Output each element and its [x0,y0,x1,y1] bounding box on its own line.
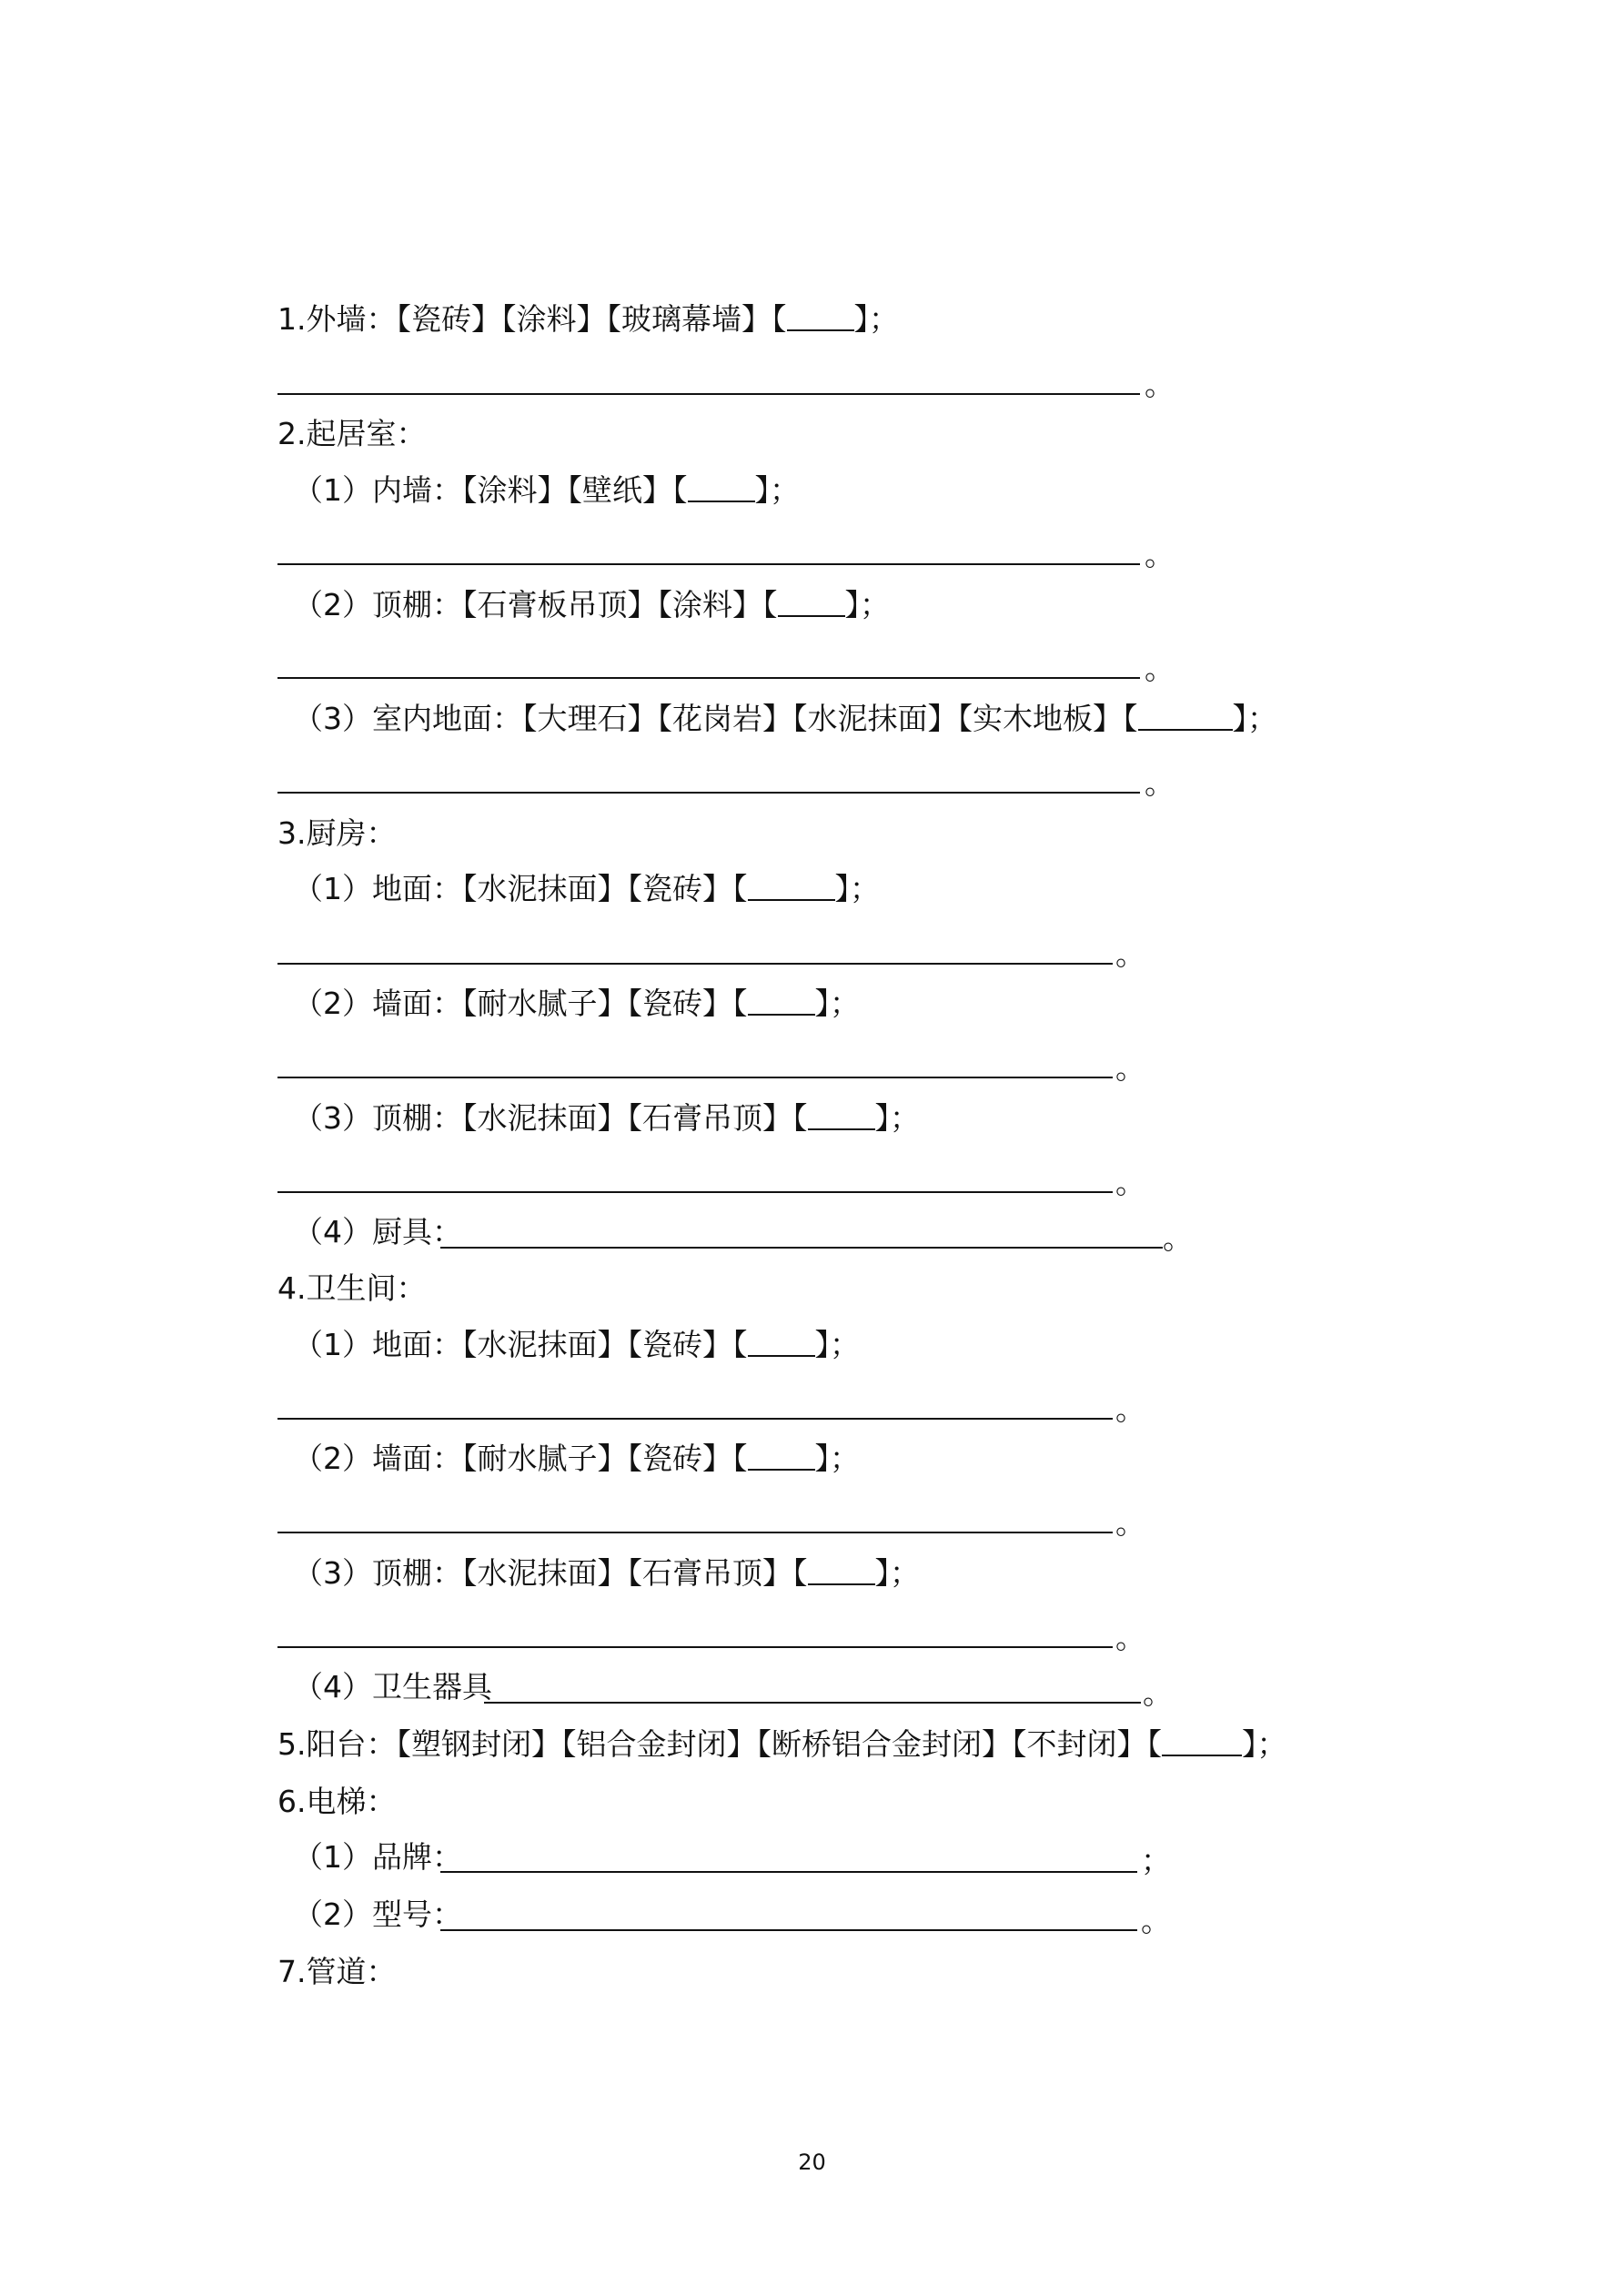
item-living-interior-wall: （1）内墙：【涂料】【壁纸】【 】； [293,472,800,508]
end-mark: 。 [1163,1220,1193,1256]
fill-blank[interactable] [748,872,835,901]
fill-blank[interactable] [688,473,755,502]
fill-blank[interactable] [808,1101,875,1130]
answer-line[interactable] [277,792,1140,794]
end-mark: 。 [1115,1050,1145,1086]
fill-blank[interactable] [748,1328,815,1357]
page-number: 20 [798,2149,826,2175]
fill-blank[interactable] [808,1556,875,1585]
end-mark: 。 [1115,1620,1145,1655]
end-mark: 。 [1115,1165,1145,1200]
section-elevator: 6.电梯： [277,1784,397,1819]
end-mark: 。 [1145,651,1175,686]
fill-blank[interactable] [748,1441,815,1471]
end-mark: 。 [1115,1391,1145,1427]
answer-line[interactable] [277,1532,1113,1533]
item-kitchen-ceiling: （3）顶棚：【水泥抹面】【石膏吊顶】【 】； [293,1100,920,1136]
answer-line[interactable] [277,393,1140,395]
end-mark: 。 [1115,1505,1145,1541]
item-elevator-model: （2）型号： [293,1896,462,1932]
end-mark: ； [1141,1843,1171,1878]
end-mark: 。 [1145,765,1175,801]
end-mark: 。 [1145,367,1175,402]
item-living-ceiling: （2）顶棚：【石膏板吊顶】【涂料】【 】； [293,587,890,622]
section-kitchen: 3.厨房： [277,815,397,851]
item-bath-fixtures: （4）卫生器具 [293,1669,492,1704]
answer-line[interactable] [440,1929,1137,1931]
item-bath-floor: （1）地面：【水泥抹面】【瓷砖】【 】； [293,1327,860,1362]
item-bath-wall: （2）墙面：【耐水腻子】【瓷砖】【 】； [293,1441,860,1476]
item-exterior-wall: 1.外墙：【瓷砖】【涂料】【玻璃幕墙】【 】； [277,301,899,337]
answer-line[interactable] [277,563,1140,565]
fill-blank[interactable] [748,986,815,1016]
answer-line[interactable] [440,1247,1163,1249]
item-living-floor: （3）室内地面：【大理石】【花岗岩】【水泥抹面】【实木地板】【 】； [293,701,1277,736]
item-elevator-brand: （1）品牌： [293,1839,462,1875]
fill-blank[interactable] [787,302,854,331]
answer-line[interactable] [277,1077,1113,1078]
item-kitchen-appliances: （4）厨具： [293,1214,462,1249]
item-kitchen-floor: （1）地面：【水泥抹面】【瓷砖】【 】； [293,871,880,906]
end-mark: 。 [1145,537,1175,572]
answer-line[interactable] [277,1646,1113,1648]
end-mark: 。 [1143,1675,1173,1711]
end-mark: 。 [1141,1903,1171,1938]
section-living-room: 2.起居室： [277,416,427,451]
fill-blank[interactable] [1162,1727,1242,1756]
section-bathroom: 4.卫生间： [277,1270,427,1306]
answer-line[interactable] [277,1418,1113,1420]
item-balcony: 5.阳台：【塑钢封闭】【铝合金封闭】【断桥铝合金封闭】【不封闭】【 】； [277,1726,1287,1762]
answer-line[interactable] [440,1871,1137,1873]
answer-line[interactable] [277,963,1113,965]
end-mark: 。 [1115,936,1145,972]
answer-line[interactable] [277,677,1140,679]
answer-line[interactable] [277,1191,1113,1193]
item-bath-ceiling: （3）顶棚：【水泥抹面】【石膏吊顶】【 】； [293,1555,920,1591]
fill-blank[interactable] [1138,702,1233,731]
answer-line[interactable] [484,1702,1141,1704]
section-pipes: 7.管道： [277,1954,397,1989]
fill-blank[interactable] [778,588,845,617]
item-kitchen-wall: （2）墙面：【耐水腻子】【瓷砖】【 】； [293,986,860,1021]
